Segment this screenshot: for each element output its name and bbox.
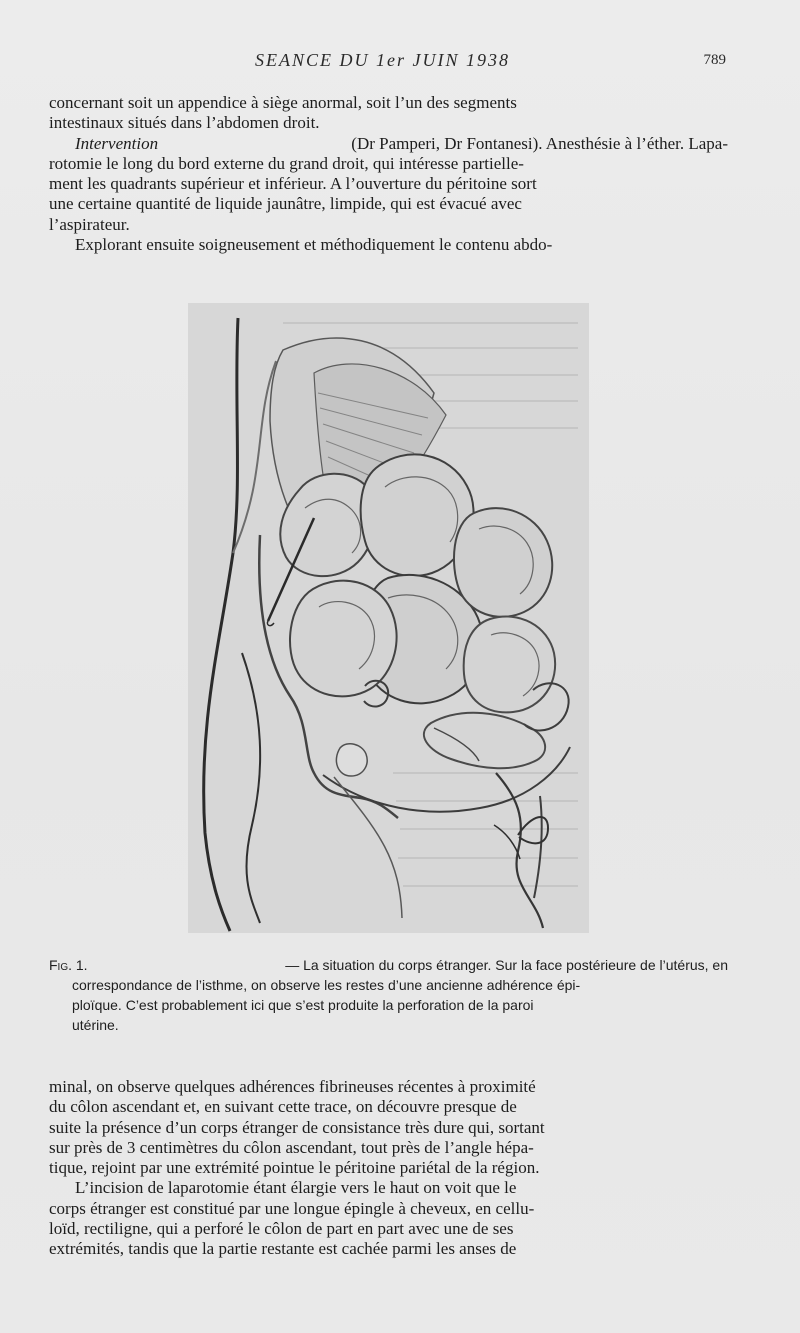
text-line: une certaine quantité de liquide jaunâtre, limpide, qui est évacué avec (49, 194, 522, 214)
text-line: loïd, rectiligne, qui a perforé le côlon de part en part avec une de ses (49, 1219, 514, 1239)
text-line: Explorant ensuite soigneusement et méthodiquement le contenu abdo- (75, 235, 553, 255)
text-line: corps étranger est constitué par une longue épingle à cheveux, en cellu- (49, 1198, 535, 1218)
figure-label: Fig. 1. (49, 957, 88, 973)
text-line: L’incision de laparotomie étant élargie vers le haut on voit que le (75, 1178, 517, 1198)
text-line-rest: (Dr Pamperi, Dr Fontanesi). Anesthésie à l’éther. Lapa- (351, 133, 728, 153)
text-line: tique, rejoint par une extrémité pointue le péritoine pariétal de la région. (49, 1158, 540, 1178)
page-number: 789 (703, 52, 726, 68)
text-line (49, 134, 728, 154)
text-line: sur près de 3 centimètres du côlon ascendant, tout près de l’angle hépa- (49, 1137, 534, 1157)
anatomical-illustration (188, 303, 589, 933)
bottom-paragraphs (49, 1077, 728, 1260)
caption-line (49, 955, 728, 975)
caption-line: utérine. (72, 1017, 119, 1033)
intervention-label: Intervention (75, 133, 159, 153)
text-line: concernant soit un appendice à siège anormal, soit l’un des segments (49, 93, 517, 112)
text-line: du côlon ascendant et, en suivant cette trace, on découvre presque de (49, 1097, 517, 1117)
text-line: ment les quadrants supérieur et inférieur. A l’ouverture du péritoine sort (49, 174, 537, 194)
text-line: suite la présence d’un corps étranger de consistance très dure qui, sortant (49, 1117, 545, 1137)
caption-text: — La situation du corps étranger. Sur la face postérieure de l’utérus, en (285, 957, 728, 973)
text-line: minal, on observe quelques adhérences fibrineuses récentes à proximité (49, 1077, 536, 1096)
page-header (0, 46, 800, 76)
text-line: extrémités, tandis que la partie restante est cachée parmi les anses de (49, 1239, 517, 1259)
figure-caption (49, 955, 728, 1035)
text-line: rotomie le long du bord externe du grand droit, qui intéresse partielle- (49, 153, 524, 173)
caption-line: correspondance de l’isthme, on observe les restes d’une ancienne adhérence épi- (72, 977, 581, 993)
text-line: l’aspirateur. (49, 214, 130, 234)
running-title: SEANCE DU 1er JUIN 1938 (255, 50, 510, 70)
illustration-drawing (188, 303, 589, 933)
top-paragraphs (49, 93, 728, 255)
text-line: intestinaux situés dans l’abdomen droit. (49, 113, 320, 133)
caption-line: ploïque. C’est probablement ici que s’est produite la perforation de la paroi (72, 997, 534, 1013)
